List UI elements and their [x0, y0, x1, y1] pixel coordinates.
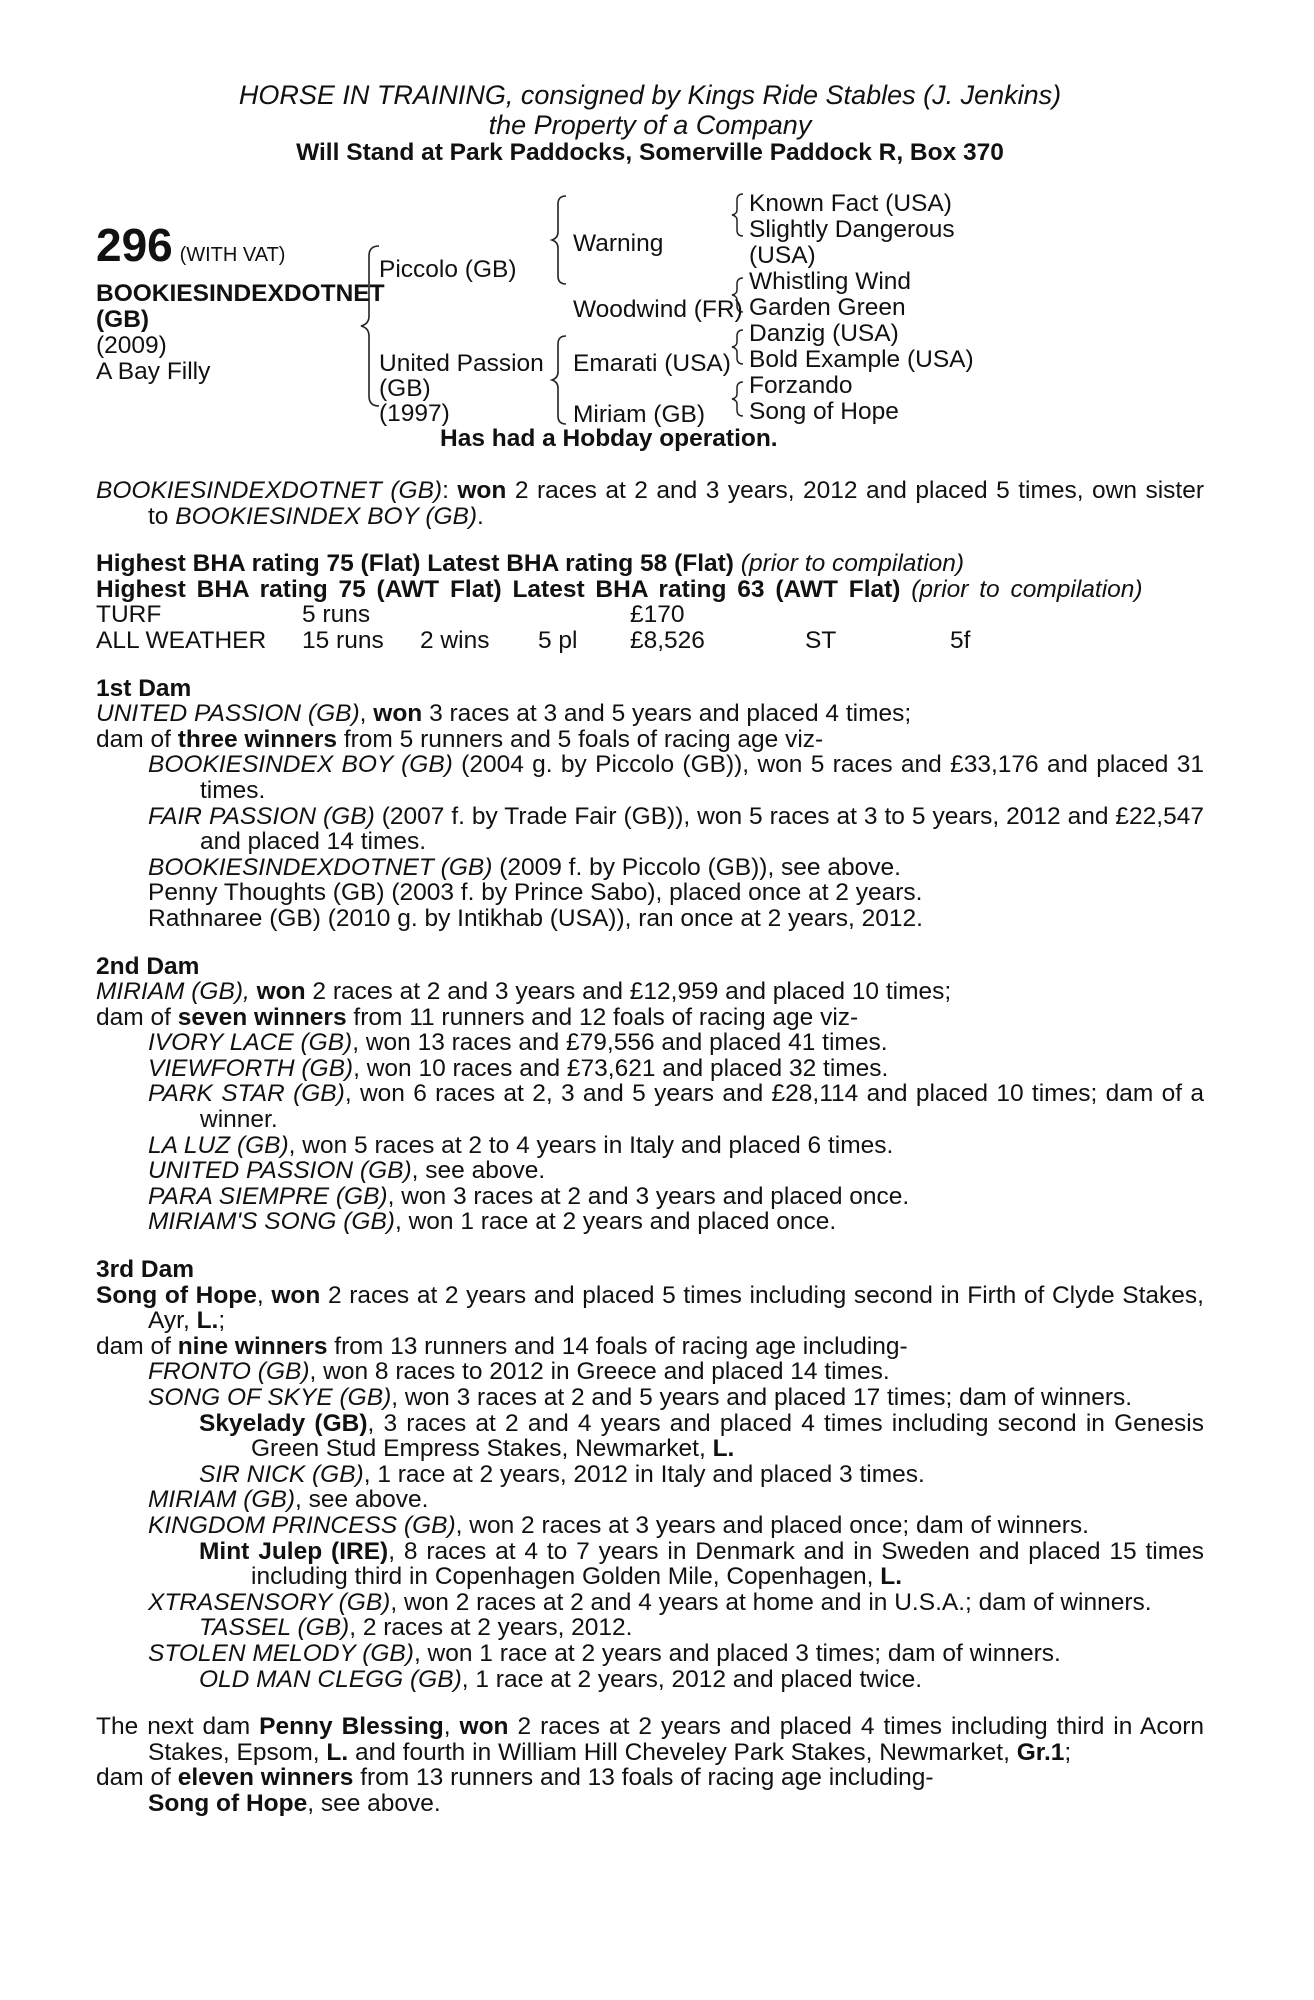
produce-name: Song of Hope	[148, 1789, 308, 1817]
dam-produce-summary	[96, 1334, 1204, 1360]
dam-of-label: dam of	[96, 1003, 178, 1031]
produce-text: , won 10 races and £73,621 and placed 32 times.	[353, 1054, 889, 1082]
produce-entry	[96, 855, 1204, 881]
stat-going: ST	[805, 626, 837, 654]
produce-text: , won 2 races at 2 and 4 years at home and in U.S.A.; dam of winners.	[390, 1588, 1152, 1616]
horse-name: BOOKIESINDEXDOTNET	[96, 280, 385, 307]
produce-name: STOLEN MELODY (GB)	[148, 1639, 414, 1667]
stats-table	[96, 602, 970, 653]
produce-entry	[96, 1513, 1204, 1539]
winners-count: eleven winners	[177, 1764, 354, 1792]
stabling-line: Will Stand at Park Paddocks, Somerville Paddock R, Box 370	[296, 139, 1004, 166]
dam-record-end: ;	[1064, 1738, 1072, 1766]
produce-entry	[96, 752, 1204, 803]
second-dam-section	[96, 954, 1204, 1236]
produce-text: , 8 races at 4 to 7 years in Denmark and in Sweden and placed 15 times including third in Copenhagen Golden Mile, Copenhagen,	[251, 1537, 1204, 1591]
section-heading: 1st Dam	[96, 674, 192, 702]
dam-record-text: 2 races at 2 years and placed 5 times including second in Firth of Clyde Stakes, Ayr,	[148, 1281, 1204, 1335]
produce-entry	[96, 1791, 1204, 1817]
dam-record-text: 3 races at 3 and 5 years and placed 4 times;	[422, 700, 912, 728]
consignor-line: HORSE IN TRAINING, consigned by Kings Ride Stables (J. Jenkins)	[238, 80, 1062, 110]
dam: United Passion	[379, 350, 544, 377]
group-mark: Gr.1	[1016, 1738, 1065, 1766]
sire: Piccolo (GB)	[379, 256, 517, 283]
listed-mark: L.	[880, 1563, 903, 1591]
produce-name: PARA SIEMPRE (GB)	[148, 1182, 388, 1210]
summary-end: .	[477, 502, 484, 530]
produce-text: , 2 races at 2 years, 2012.	[349, 1614, 633, 1642]
section-heading: 3rd Dam	[96, 1256, 195, 1284]
section-heading: 2nd Dam	[96, 952, 200, 980]
produce-text: , 1 race at 2 years, 2012 in Italy and placed 3 times.	[363, 1460, 925, 1488]
produce-name: OLD MAN CLEGG (GB)	[199, 1665, 462, 1693]
produce-entry	[96, 1056, 1204, 1082]
produce-text: , won 3 races at 2 and 5 years and placed 17 times; dam of winners.	[391, 1384, 1133, 1411]
produce-text: , see above.	[411, 1157, 546, 1185]
dam-won: won	[459, 1713, 509, 1741]
dam-year: (1997)	[379, 400, 450, 427]
produce-text: , won 2 races at 3 years and placed once; dam of winners.	[455, 1511, 1089, 1539]
lot-number: 296	[96, 219, 173, 271]
dam-produce-summary	[96, 1005, 1204, 1031]
stat-surface: ALL WEATHER	[96, 626, 267, 654]
produce-name: SIR NICK (GB)	[199, 1460, 364, 1488]
produce-entry	[96, 1030, 1204, 1056]
dam-produce-summary	[96, 1765, 1204, 1791]
ratings-block	[96, 551, 1204, 653]
third-dam-section	[96, 1257, 1204, 1692]
produce-text: , won 3 races at 2 and 3 years and placed once.	[387, 1182, 910, 1210]
dam-record-end: ;	[218, 1307, 226, 1335]
ss-dam-suffix: (USA)	[749, 242, 816, 269]
sire-sire: Warning	[573, 230, 664, 257]
rating-awt-note: (prior to compilation)	[900, 575, 1143, 603]
pedigree-block	[96, 186, 1204, 452]
produce-text: , 3 races at 2 and 4 years and placed 4 times including second in Genesis Green Stud Empress Stakes, Newmarket,	[251, 1409, 1204, 1463]
produce-name: Mint Julep (IRE)	[199, 1537, 389, 1565]
dam-record-text: 2 races at 2 years and placed 4 times including third in Acorn Stakes, Epsom,	[148, 1713, 1204, 1766]
grandproduce-entry	[96, 1667, 1204, 1693]
produce-text: , see above.	[295, 1486, 429, 1514]
dam-record	[96, 979, 1204, 1005]
sire-dam: Woodwind (FR)	[573, 296, 743, 323]
runners-text: from 5 runners and 5 foals of racing age viz-	[337, 725, 824, 753]
hobday-note: Has had a Hobday operation.	[440, 425, 778, 452]
dd-sire: Forzando	[749, 372, 853, 399]
produce-text: , won 8 races to 2012 in Greece and placed 14 times.	[309, 1358, 890, 1386]
grandproduce-entry	[96, 1462, 1204, 1488]
winners-count: three winners	[177, 725, 338, 753]
first-dam-section	[96, 676, 1204, 932]
stat-money: £170	[630, 601, 685, 629]
runners-text: from 11 runners and 12 foals of racing age viz-	[346, 1003, 859, 1031]
produce-name: SONG OF SKYE (GB)	[148, 1384, 392, 1411]
stat-runs: 5 runs	[302, 601, 371, 629]
summary-text: 2 races at 2 and 3 years, 2012 and placed 5 times, own sister to	[148, 477, 1204, 530]
stat-money: £8,526	[630, 626, 705, 654]
produce-text: , 1 race at 2 years, 2012 and placed twice.	[461, 1665, 923, 1693]
stat-distance: 5f	[950, 626, 971, 654]
table-row	[96, 602, 970, 628]
sd-sire: Whistling Wind	[749, 268, 912, 295]
produce-entry	[96, 1641, 1204, 1667]
produce-name: MIRIAM (GB)	[148, 1486, 295, 1514]
rating-awt	[96, 577, 1204, 603]
produce-name: KINGDOM PRINCESS (GB)	[148, 1511, 456, 1539]
vat-label: (WITH VAT)	[179, 244, 286, 266]
produce-name: MIRIAM'S SONG (GB)	[148, 1208, 395, 1236]
produce-name: Skyelady (GB)	[199, 1409, 368, 1437]
next-dam-lead: The next dam	[96, 1713, 260, 1741]
ds-sire: Danzig (USA)	[749, 320, 899, 347]
listed-mark: L.	[326, 1738, 349, 1766]
dd-dam: Song of Hope	[749, 398, 899, 425]
rating-awt-text: Highest BHA rating 75 (AWT Flat) Latest BHA rating 63 (AWT Flat)	[96, 575, 901, 603]
summary-sister: BOOKIESINDEX BOY (GB)	[175, 502, 478, 530]
produce-name: BOOKIESINDEXDOTNET (GB)	[148, 853, 493, 881]
dam-record: UNITED PASSION (GB), won 3 races at 3 and 5 years and placed 4 times;	[96, 700, 912, 728]
produce-name: TASSEL (GB)	[199, 1614, 350, 1642]
dam-name: Song of Hope	[96, 1281, 257, 1309]
produce-text: , won 1 race at 2 years and placed once.	[394, 1208, 837, 1236]
dam-name: MIRIAM (GB),	[96, 978, 250, 1006]
produce-name: LA LUZ (GB)	[148, 1131, 289, 1159]
dam-record-text-2: and fourth in William Hill Cheveley Park Stakes, Newmarket,	[348, 1738, 1017, 1766]
table-row	[96, 628, 970, 654]
sd-dam: Garden Green	[749, 294, 906, 321]
produce-entry	[96, 1133, 1204, 1159]
stat-surface: TURF	[96, 601, 162, 629]
stat-going	[805, 602, 950, 628]
runners-text: from 13 runners and 13 foals of racing age including-	[353, 1764, 934, 1792]
foaling-year: (2009)	[96, 332, 167, 359]
produce-entry	[96, 1158, 1204, 1184]
summary-won: won	[457, 477, 507, 504]
horse-description: A Bay Filly	[96, 358, 211, 385]
dam-won: won	[373, 700, 423, 728]
stat-wins	[420, 602, 538, 628]
dam-record	[96, 1714, 1204, 1765]
stat-wins: 2 wins	[420, 626, 490, 654]
produce-text: (2009 f. by Piccolo (GB)), see above.	[492, 853, 901, 881]
produce-entry	[96, 1359, 1204, 1385]
produce-name: IVORY LACE (GB)	[148, 1029, 353, 1057]
winners-count: seven winners	[177, 1003, 347, 1031]
produce-text: (2007 f. by Trade Fair (GB)), won 5 races at 3 to 5 years, 2012 and £22,547 and placed 14 times.	[200, 802, 1204, 856]
produce-text: , won 13 races and £79,556 and placed 41 times.	[352, 1029, 888, 1057]
runners-text: from 13 runners and 14 foals of racing age including-	[327, 1332, 908, 1360]
produce-text: , see above.	[307, 1789, 441, 1817]
rating-flat-text: Highest BHA rating 75 (Flat) Latest BHA rating 58 (Flat)	[96, 550, 734, 578]
dam-of-label: dam of	[96, 1764, 178, 1792]
produce-name: FRONTO (GB)	[148, 1358, 310, 1386]
dam-dam: Miriam (GB)	[573, 401, 706, 428]
dam-name: Penny Blessing	[259, 1713, 444, 1741]
produce-name: FAIR PASSION (GB)	[148, 802, 375, 830]
dam-record: Song of Hope, won 2 races at 2 years and placed 5 times including second in Firth of Clyde Stakes, Ayr, L.;	[96, 1281, 1204, 1335]
produce-text: , won 5 races at 2 to 4 years in Italy and placed 6 times.	[288, 1131, 894, 1159]
produce-entry	[96, 1209, 1204, 1235]
produce-text: (2004 g. by Piccolo (GB)), won 5 races and £33,176 and placed 31 times.	[200, 751, 1204, 804]
produce-entry	[96, 1184, 1204, 1210]
dam-of-label: dam of	[96, 1332, 178, 1360]
race-summary: BOOKIESINDEXDOTNET (GB): won 2 races at 2 and 3 years, 2012 and placed 5 times, own sister to BOOKIESINDEX BOY (GB).	[96, 477, 1204, 530]
produce-name: UNITED PASSION (GB)	[148, 1157, 412, 1185]
produce-text: , won 6 races at 2, 3 and 5 years and £28,114 and placed 10 times; dam of a winner.	[200, 1080, 1204, 1134]
produce-entry	[96, 1487, 1204, 1513]
produce-name: PARK STAR (GB)	[148, 1080, 345, 1108]
dam-produce-summary	[96, 727, 1204, 753]
produce-entry	[96, 1590, 1204, 1616]
dam-won: won	[271, 1281, 321, 1309]
grandproduce-entry	[96, 1539, 1204, 1590]
produce-entry: Penny Thoughts (GB) (2003 f. by Prince Sabo), placed once at 2 years.	[148, 879, 923, 907]
ss-sire: Known Fact (USA)	[749, 190, 952, 217]
dam-record-text: 2 races at 2 and 3 years and £12,959 and placed 10 times;	[305, 978, 952, 1006]
rating-flat	[96, 551, 1204, 577]
dam-suffix: (GB)	[379, 375, 431, 402]
summary-horse: BOOKIESINDEXDOTNET (GB)	[96, 477, 443, 504]
ds-dam: Bold Example (USA)	[749, 346, 974, 373]
produce-name: XTRASENSORY (GB)	[148, 1588, 391, 1616]
dam-of-label: dam of	[96, 725, 178, 753]
grandproduce-entry	[96, 1615, 1204, 1641]
dam-name: UNITED PASSION (GB)	[96, 700, 360, 728]
stat-placed	[538, 602, 630, 628]
stat-runs: 15 runs	[302, 626, 384, 654]
grandproduce-entry	[96, 1411, 1204, 1462]
listed-mark: L.	[196, 1307, 219, 1335]
produce-text: , won 1 race at 2 years and placed 3 times; dam of winners.	[413, 1639, 1061, 1667]
listed-mark: L.	[712, 1435, 735, 1463]
stat-placed: 5 pl	[538, 626, 578, 654]
ss-dam: Slightly Dangerous	[749, 216, 955, 243]
produce-entry	[96, 804, 1204, 855]
dam-won: won	[256, 978, 306, 1006]
produce-name: BOOKIESINDEX BOY (GB)	[148, 751, 453, 779]
produce-entry: Rathnaree (GB) (2010 g. by Intikhab (USA)), ran once at 2 years, 2012.	[148, 904, 923, 932]
produce-entry	[96, 1081, 1204, 1132]
separator: ,	[443, 1713, 460, 1741]
next-dam-section	[96, 1714, 1204, 1816]
produce-name: VIEWFORTH (GB)	[148, 1054, 354, 1082]
rating-flat-note: (prior to compilation)	[733, 550, 965, 578]
catalogue-page	[96, 80, 1204, 1817]
owner-line: the Property of a Company	[488, 110, 812, 140]
dam-sire: Emarati (USA)	[573, 350, 731, 377]
produce-entry	[96, 1385, 1204, 1411]
winners-count: nine winners	[177, 1332, 328, 1360]
stat-distance	[950, 602, 970, 628]
horse-name-suffix: (GB)	[96, 306, 150, 333]
